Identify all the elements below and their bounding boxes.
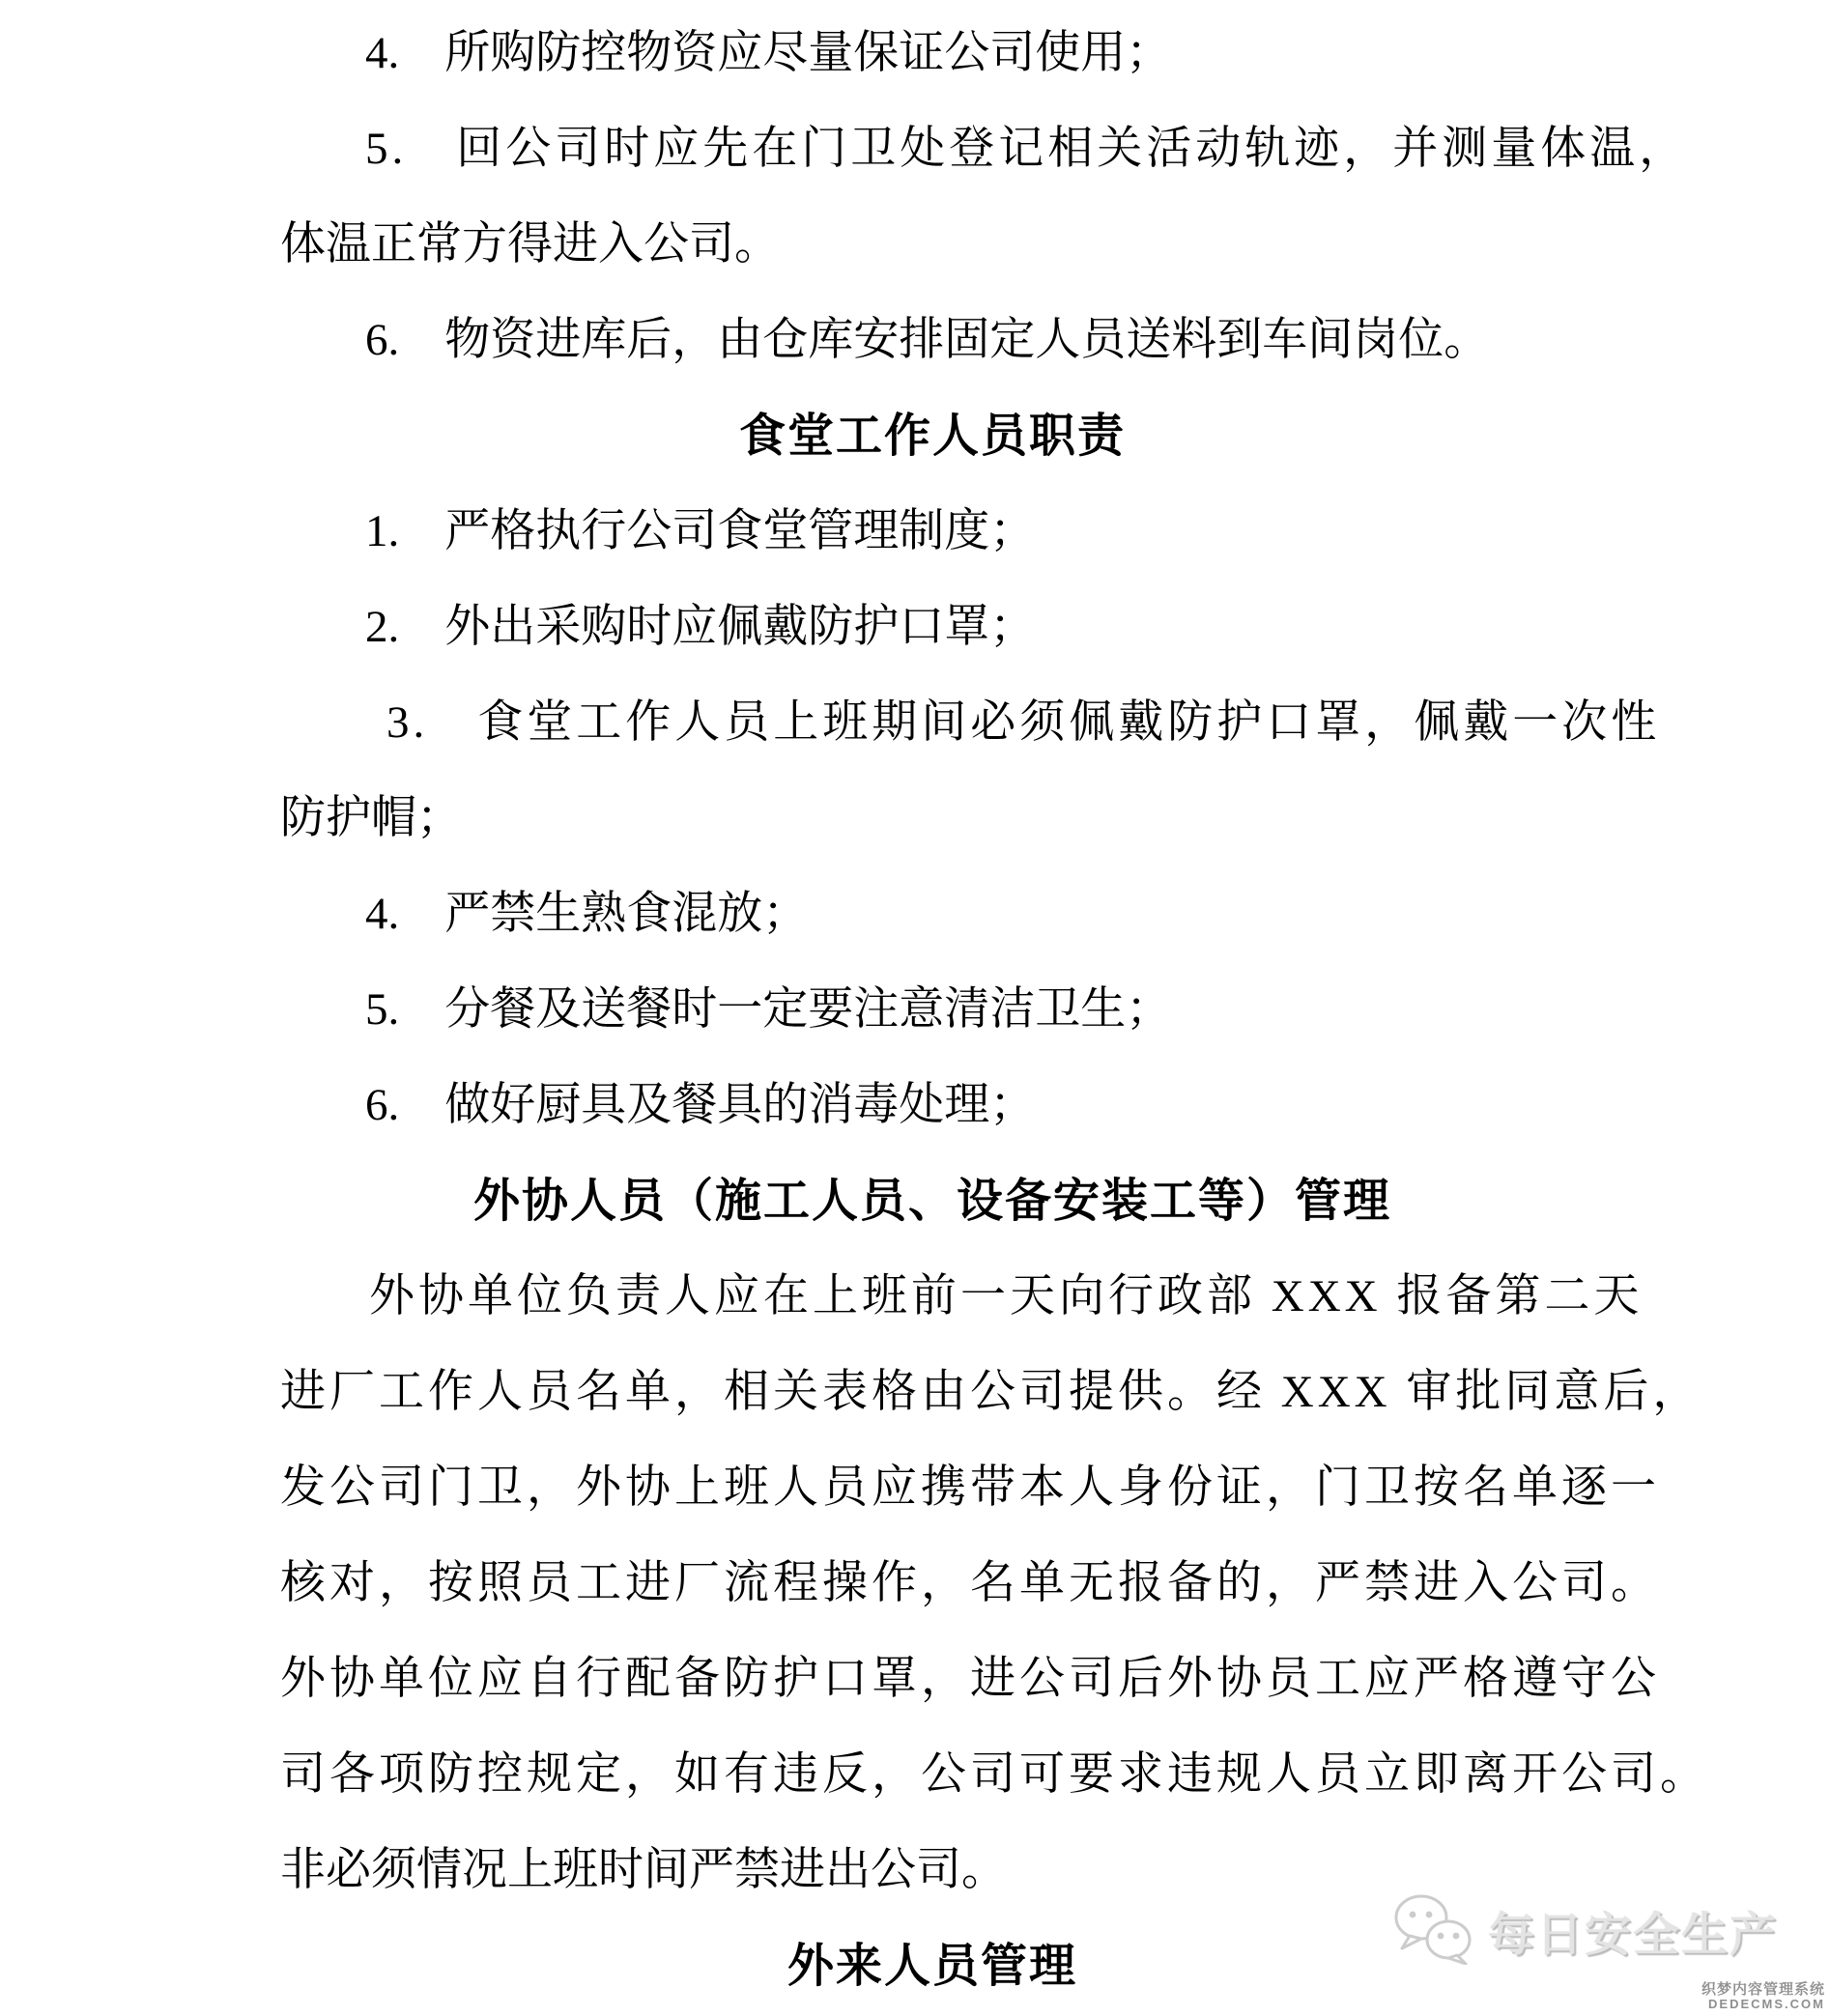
list-item: 1. 严格执行公司食堂管理制度； [365, 506, 1036, 556]
cms-credit-cn: 织梦内容管理系统 [1701, 1980, 1825, 1998]
watermark-brand-text: 每日安全生产 [1488, 1910, 1779, 1961]
paragraph-line: 进厂工作人员名单，相关表格由公司提供。经 XXX 审批同意后， [280, 1367, 1702, 1417]
cms-credit-en: DEDECMS.COM [1708, 1997, 1825, 2012]
cms-credit [1701, 1982, 1825, 2012]
list-item: 3. 食堂工作人员上班期间必须佩戴防护口罩，佩戴一次性 [386, 697, 1661, 748]
section-heading: 外协人员（施工人员、设备安装工等）管理 [472, 1176, 1391, 1227]
paragraph-line: 体温正常方得进入公司。 [280, 219, 780, 270]
paragraph-line: 外协单位应自行配备防护口罩，进公司后外协员工应严格遵守公 [280, 1654, 1660, 1704]
wechat-logo-icon [1393, 1891, 1474, 1970]
paragraph-line: 发公司门卫，外协上班人员应携带本人身份证，门卫按名单逐一 [280, 1462, 1660, 1513]
list-item: 2. 外出采购时应佩戴防护口罩； [365, 602, 1036, 652]
paragraph-line: 非必须情况上班时间严禁进出公司。 [280, 1845, 1007, 1895]
section-heading: 食堂工作人员职责 [738, 411, 1126, 462]
list-item: 6. 物资进库后，由仓库安排固定人员送料到车间岗位。 [365, 315, 1490, 365]
list-item: 4. 所购防控物资应尽量保证公司使用； [365, 28, 1172, 78]
paragraph-line: 司各项防控规定，如有违反，公司可要求违规人员立即离开公司。 [280, 1749, 1709, 1800]
paragraph-line: 外协单位负责人应在上班前一天向行政部 XXX 报备第二天 [369, 1271, 1644, 1321]
brand-watermark [1393, 1891, 1778, 1970]
list-item: 6. 做好厨具及餐具的消毒处理； [365, 1080, 1036, 1130]
paragraph-line: 防护帽； [280, 793, 462, 843]
list-item: 5. 分餐及送餐时一定要注意清洁卫生； [365, 984, 1172, 1035]
list-item: 4. 严禁生熟食混放； [365, 889, 809, 939]
list-item: 5. 回公司时应先在门卫处登记相关活动轨迹，并测量体温， [365, 124, 1689, 174]
section-heading: 外来人员管理 [786, 1941, 1077, 1992]
paragraph-line: 核对，按照员工进厂流程操作，名单无报备的，严禁进入公司。 [280, 1558, 1660, 1608]
